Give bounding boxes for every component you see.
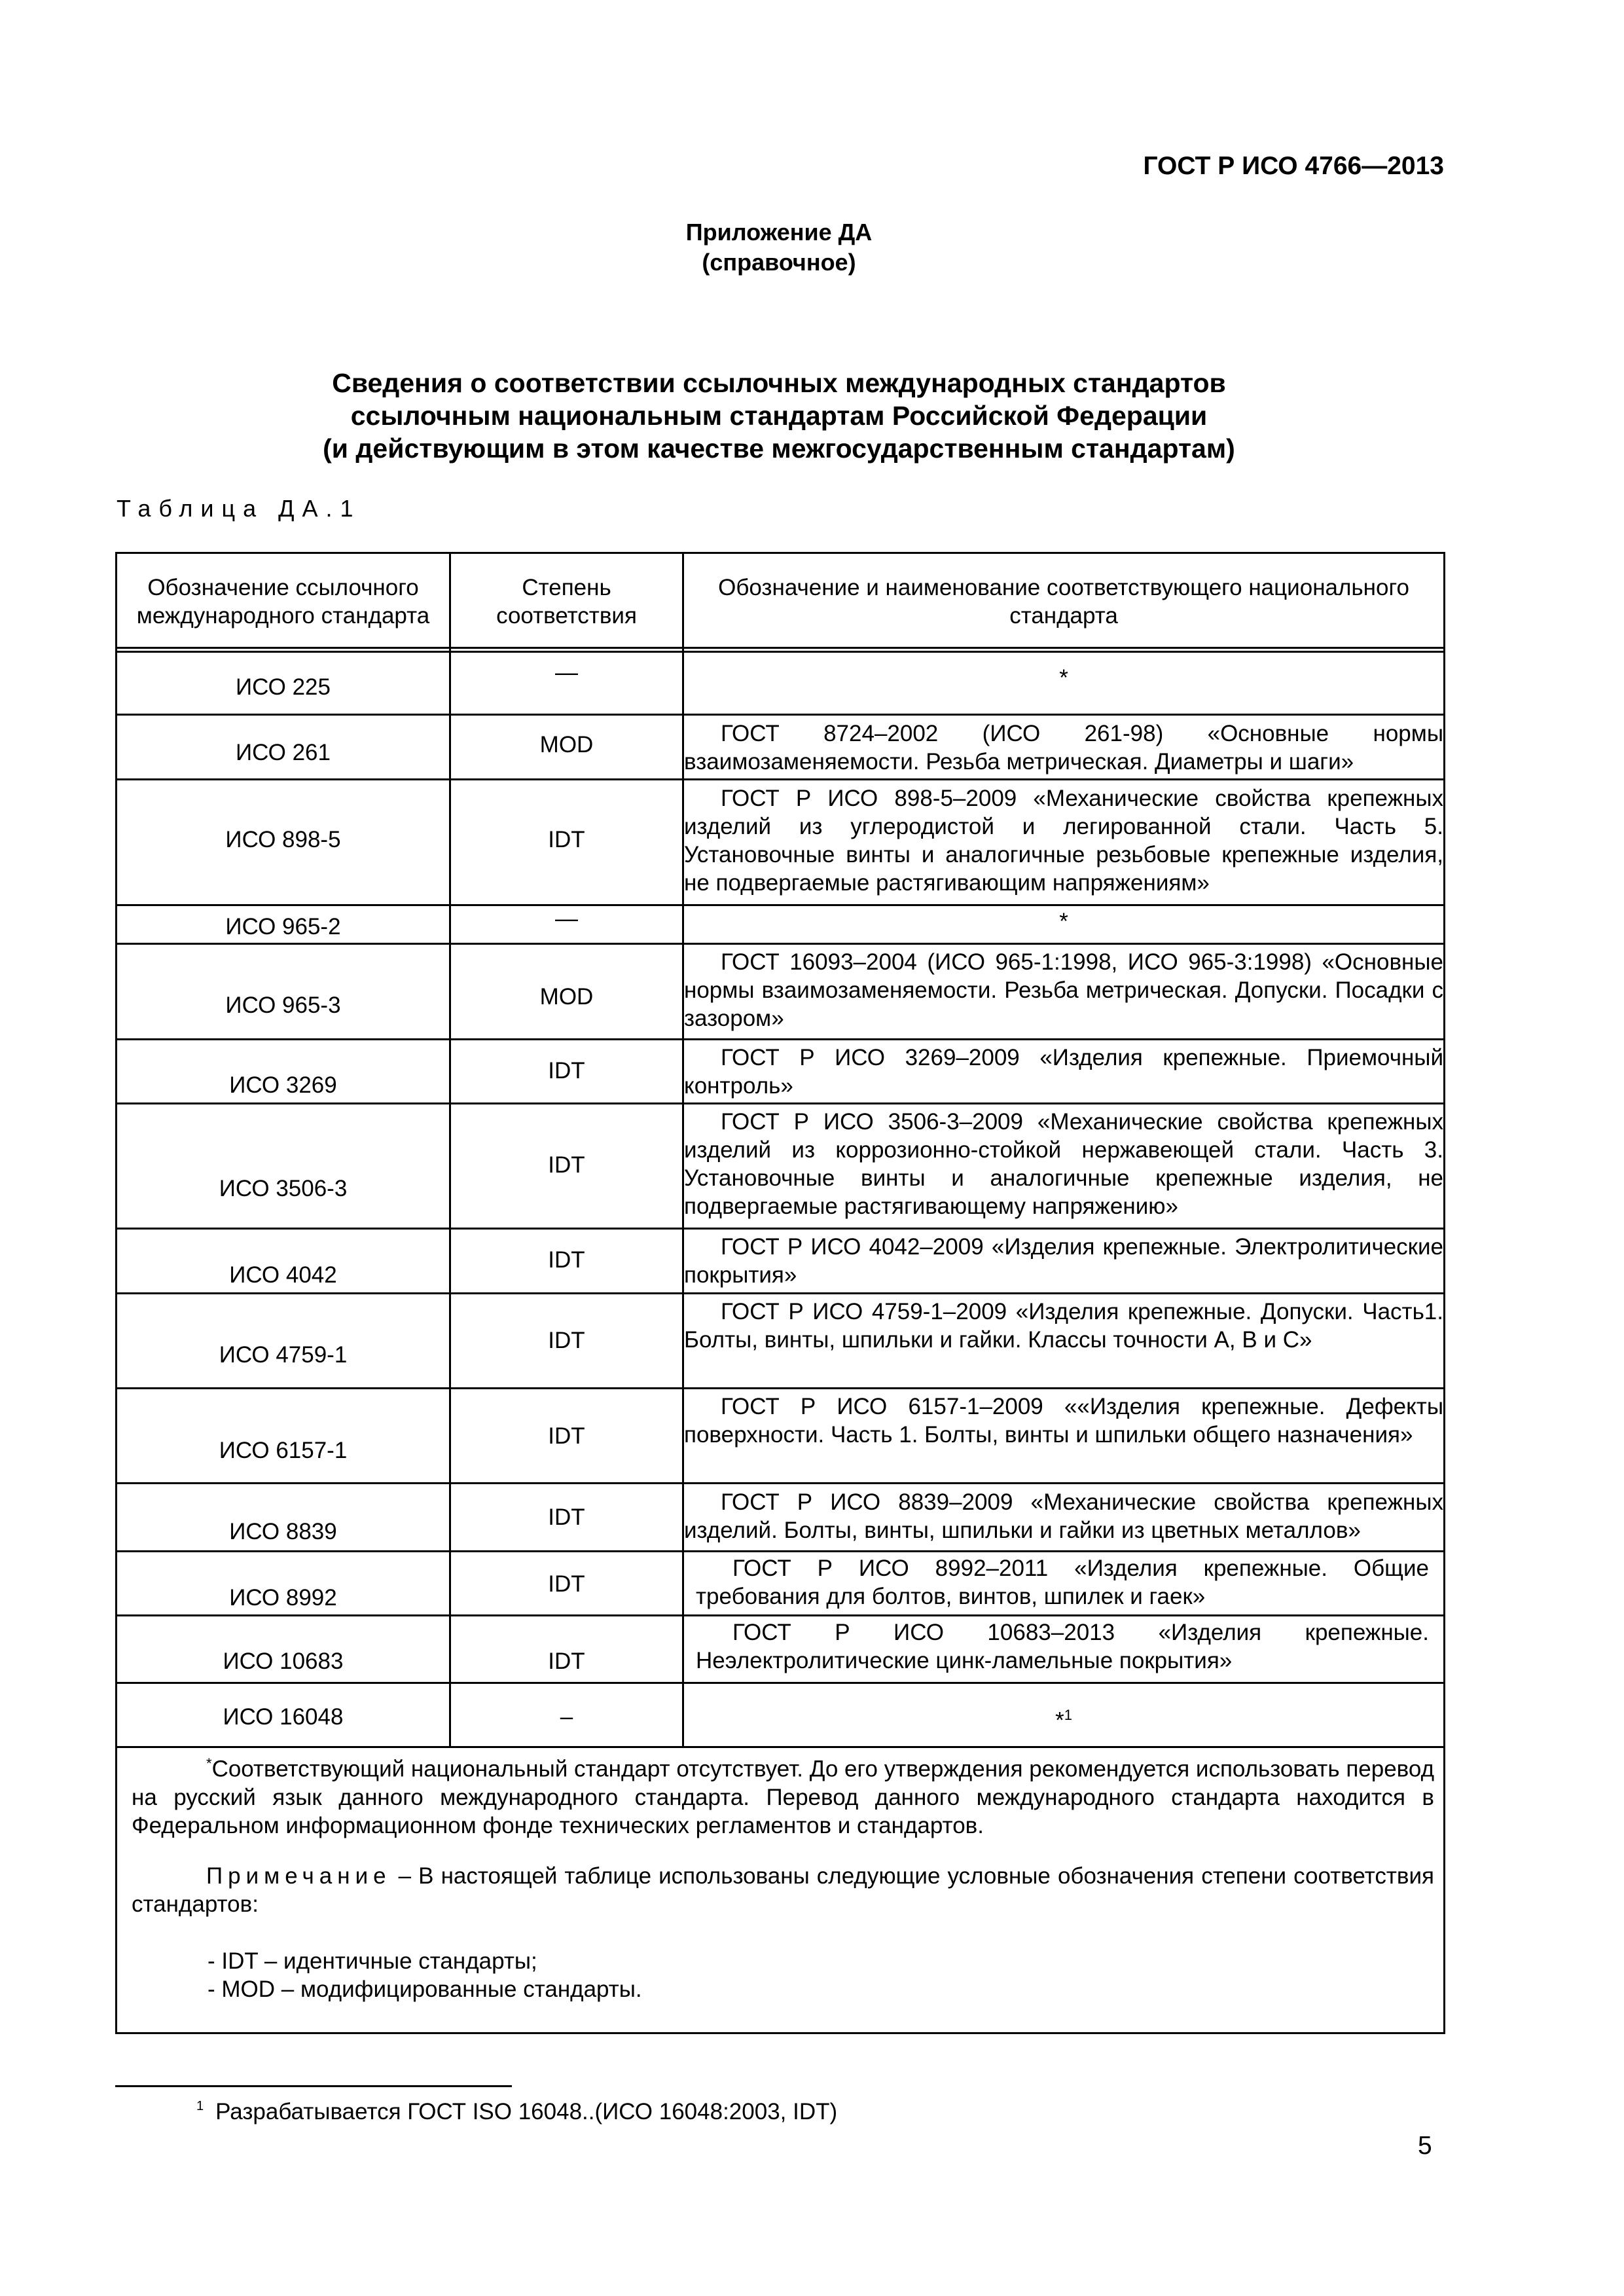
title-line-3: (и действующим в этом качестве межгосударственным стандартам) bbox=[323, 433, 1235, 464]
document-id: ГОСТ Р ИСО 4766—2013 bbox=[1143, 152, 1444, 180]
row-divider bbox=[117, 943, 1443, 945]
cell-degree: IDT bbox=[548, 827, 585, 852]
footnote-asterisk: * bbox=[206, 1755, 212, 1772]
national-text: ГОСТ Р ИСО 898-5–2009 «Механические свойства крепежных изделий из углеродистой и легированной стали. Часть 5. Установочные винты и аналогичные резьбовые крепежные изделия, не подвергаемые растягивающим напряжениям» bbox=[684, 786, 1443, 896]
row-divider bbox=[117, 904, 1443, 906]
title-line-2: ссылочным национальным стандартам Российской Федерации bbox=[350, 401, 1208, 431]
correspondence-table bbox=[115, 552, 1445, 2034]
row-divider bbox=[117, 778, 1443, 780]
cell-national bbox=[684, 1044, 1443, 1100]
national-text: ГОСТ Р ИСО 10683–2013 «Изделия крепежные. Неэлектролитические цинк-ламельные покрытия» bbox=[696, 1620, 1429, 1673]
cell-national: * bbox=[1059, 909, 1068, 934]
appendix-heading bbox=[0, 217, 1558, 278]
footnote-asterisk: * bbox=[1055, 1707, 1064, 1734]
national-text: ГОСТ Р ИСО 8839–2009 «Механические свойства крепежных изделий. Болты, винты, шпильки и гайки из цветных металлов» bbox=[684, 1489, 1443, 1543]
cell-national bbox=[684, 1393, 1443, 1449]
national-text: ГОСТ Р ИСО 6157-1–2009 ««Изделия крепежные. Дефекты поверхности. Часть 1. Болты, винты и шпильки общего назначения» bbox=[684, 1394, 1443, 1448]
row-divider bbox=[117, 1228, 1443, 1230]
note-text: – В настоящей таблице использованы следующие условные обозначения степени соответствия стандартов: bbox=[132, 1863, 1434, 1917]
cell-ref: ИСО 3506-3 bbox=[219, 1176, 348, 1201]
row-divider bbox=[117, 1102, 1443, 1104]
cell-ref: ИСО 16048 bbox=[223, 1704, 344, 1730]
cell-national bbox=[684, 1488, 1443, 1544]
row-divider bbox=[117, 1482, 1443, 1484]
page-footnote bbox=[196, 2099, 837, 2125]
national-text: ГОСТ Р ИСО 3269–2009 «Изделия крепежные. Приемочный контроль» bbox=[684, 1045, 1443, 1099]
cell-national: * bbox=[1059, 665, 1068, 691]
cell-national bbox=[684, 1233, 1443, 1289]
cell-national bbox=[684, 1701, 1443, 1735]
table-note bbox=[132, 1862, 1434, 1918]
cell-national bbox=[684, 1298, 1443, 1354]
table-footer-divider bbox=[117, 1746, 1443, 1748]
appendix-type: (справочное) bbox=[702, 249, 856, 276]
cell-degree: — bbox=[555, 660, 578, 685]
row-divider bbox=[117, 1550, 1443, 1552]
footnote-separator bbox=[115, 2085, 512, 2087]
row-divider bbox=[117, 714, 1443, 716]
table-footnote bbox=[132, 1749, 1434, 1840]
cell-ref: ИСО 8992 bbox=[229, 1585, 337, 1611]
page-footnote-number: 1 bbox=[196, 2099, 204, 2113]
national-text: ГОСТ 8724–2002 (ИСО 261-98) «Основные нормы взаимозаменяемости. Резьба метрическая. Диаметры и шаги» bbox=[684, 721, 1443, 774]
note-label: Примечание bbox=[206, 1863, 391, 1889]
cell-ref: ИСО 3269 bbox=[229, 1072, 337, 1098]
cell-ref: ИСО 225 bbox=[235, 674, 331, 700]
row-divider bbox=[117, 1038, 1443, 1040]
header-divider-double bbox=[117, 651, 1443, 653]
cell-degree: MOD bbox=[539, 732, 594, 757]
national-text: ГОСТ 16093–2004 (ИСО 965-1:1998, ИСО 965-3:1998) «Основные нормы взаимозаменяемости. Резьба метрическая. Допуски. Посадки с зазором» bbox=[684, 949, 1443, 1031]
cell-ref: ИСО 4759-1 bbox=[219, 1342, 348, 1368]
cell-ref: ИСО 965-3 bbox=[225, 993, 341, 1018]
national-text: ГОСТ Р ИСО 4759-1–2009 «Изделия крепежные. Допуски. Часть1. Болты, винты, шпильки и гайки. Классы точности А, В и С» bbox=[684, 1299, 1443, 1353]
row-divider bbox=[117, 1614, 1443, 1616]
cell-ref: ИСО 10683 bbox=[223, 1649, 344, 1674]
header-divider bbox=[117, 647, 1443, 649]
cell-degree: IDT bbox=[548, 1423, 585, 1449]
cell-national bbox=[684, 1108, 1443, 1220]
cell-ref: ИСО 898-5 bbox=[225, 827, 341, 852]
cell-national bbox=[684, 948, 1443, 1032]
cell-degree: – bbox=[560, 1704, 573, 1730]
page-footnote-text: Разрабатывается ГОСТ ISO 16048..(ИСО 16048:2003, IDT) bbox=[215, 2099, 838, 2124]
cell-degree: IDT bbox=[548, 1571, 585, 1597]
national-text: ГОСТ Р ИСО 3506-3–2009 «Механические свойства крепежных изделий из коррозионно-стойкой нержавеющей стали. Часть 3. Установочные винты и аналогичные крепежные изделия, не подвергаемые растягивающему напряжению» bbox=[684, 1109, 1443, 1219]
page-number: 5 bbox=[1418, 2132, 1432, 2160]
row-divider bbox=[117, 1292, 1443, 1294]
footnote-text: Соответствующий национальный стандарт отсутствует. До его утверждения рекомендуется использовать перевод на русский язык данного международного стандарта. Перевод данного международного стандарта находится в Федеральном информационном фонде технических регламентов и стандартов. bbox=[132, 1756, 1434, 1838]
cell-ref: ИСО 965-2 bbox=[225, 914, 341, 939]
header-national-standard: Обозначение и наименование соответствующего национального стандарта bbox=[718, 575, 1409, 629]
cell-degree: IDT bbox=[548, 1058, 585, 1084]
legend-item: - IDT – идентичные стандарты; bbox=[208, 1948, 537, 1974]
cell-ref: ИСО 261 bbox=[235, 740, 331, 765]
cell-degree: IDT bbox=[548, 1649, 585, 1674]
cell-degree: MOD bbox=[539, 984, 594, 1010]
cell-ref: ИСО 6157-1 bbox=[219, 1438, 348, 1463]
national-text: ГОСТ Р ИСО 8992–2011 «Изделия крепежные. Общие требования для болтов, винтов, шпилек и гаек» bbox=[696, 1556, 1429, 1609]
table-label: Таблица ДА.1 bbox=[117, 495, 361, 522]
national-text: ГОСТ Р ИСО 4042–2009 «Изделия крепежные. Электролитические покрытия» bbox=[684, 1234, 1443, 1288]
cell-ref: ИСО 4042 bbox=[229, 1262, 337, 1288]
cell-degree: IDT bbox=[548, 1328, 585, 1353]
header-ref-standard: Обозначение ссылочного международного стандарта bbox=[136, 575, 430, 629]
row-divider bbox=[117, 1682, 1443, 1684]
title-line-1: Сведения о соответствии ссылочных международных стандартов bbox=[332, 368, 1226, 398]
footnote-ref: 1 bbox=[1064, 1707, 1072, 1723]
cell-national bbox=[696, 1554, 1429, 1611]
cell-ref: ИСО 8839 bbox=[229, 1519, 337, 1544]
appendix-label: Приложение ДА bbox=[685, 219, 873, 246]
row-divider bbox=[117, 1387, 1443, 1389]
cell-national bbox=[684, 720, 1443, 776]
cell-national bbox=[684, 784, 1443, 897]
header-degree: Степень соответствия bbox=[496, 575, 637, 629]
page-title bbox=[0, 367, 1558, 465]
cell-degree: IDT bbox=[548, 1247, 585, 1273]
cell-degree: IDT bbox=[548, 1504, 585, 1530]
cell-national bbox=[696, 1618, 1429, 1675]
cell-degree: — bbox=[555, 906, 578, 932]
cell-degree: IDT bbox=[548, 1152, 585, 1178]
legend-item: - MOD – модифицированные стандарты. bbox=[208, 1977, 642, 2002]
